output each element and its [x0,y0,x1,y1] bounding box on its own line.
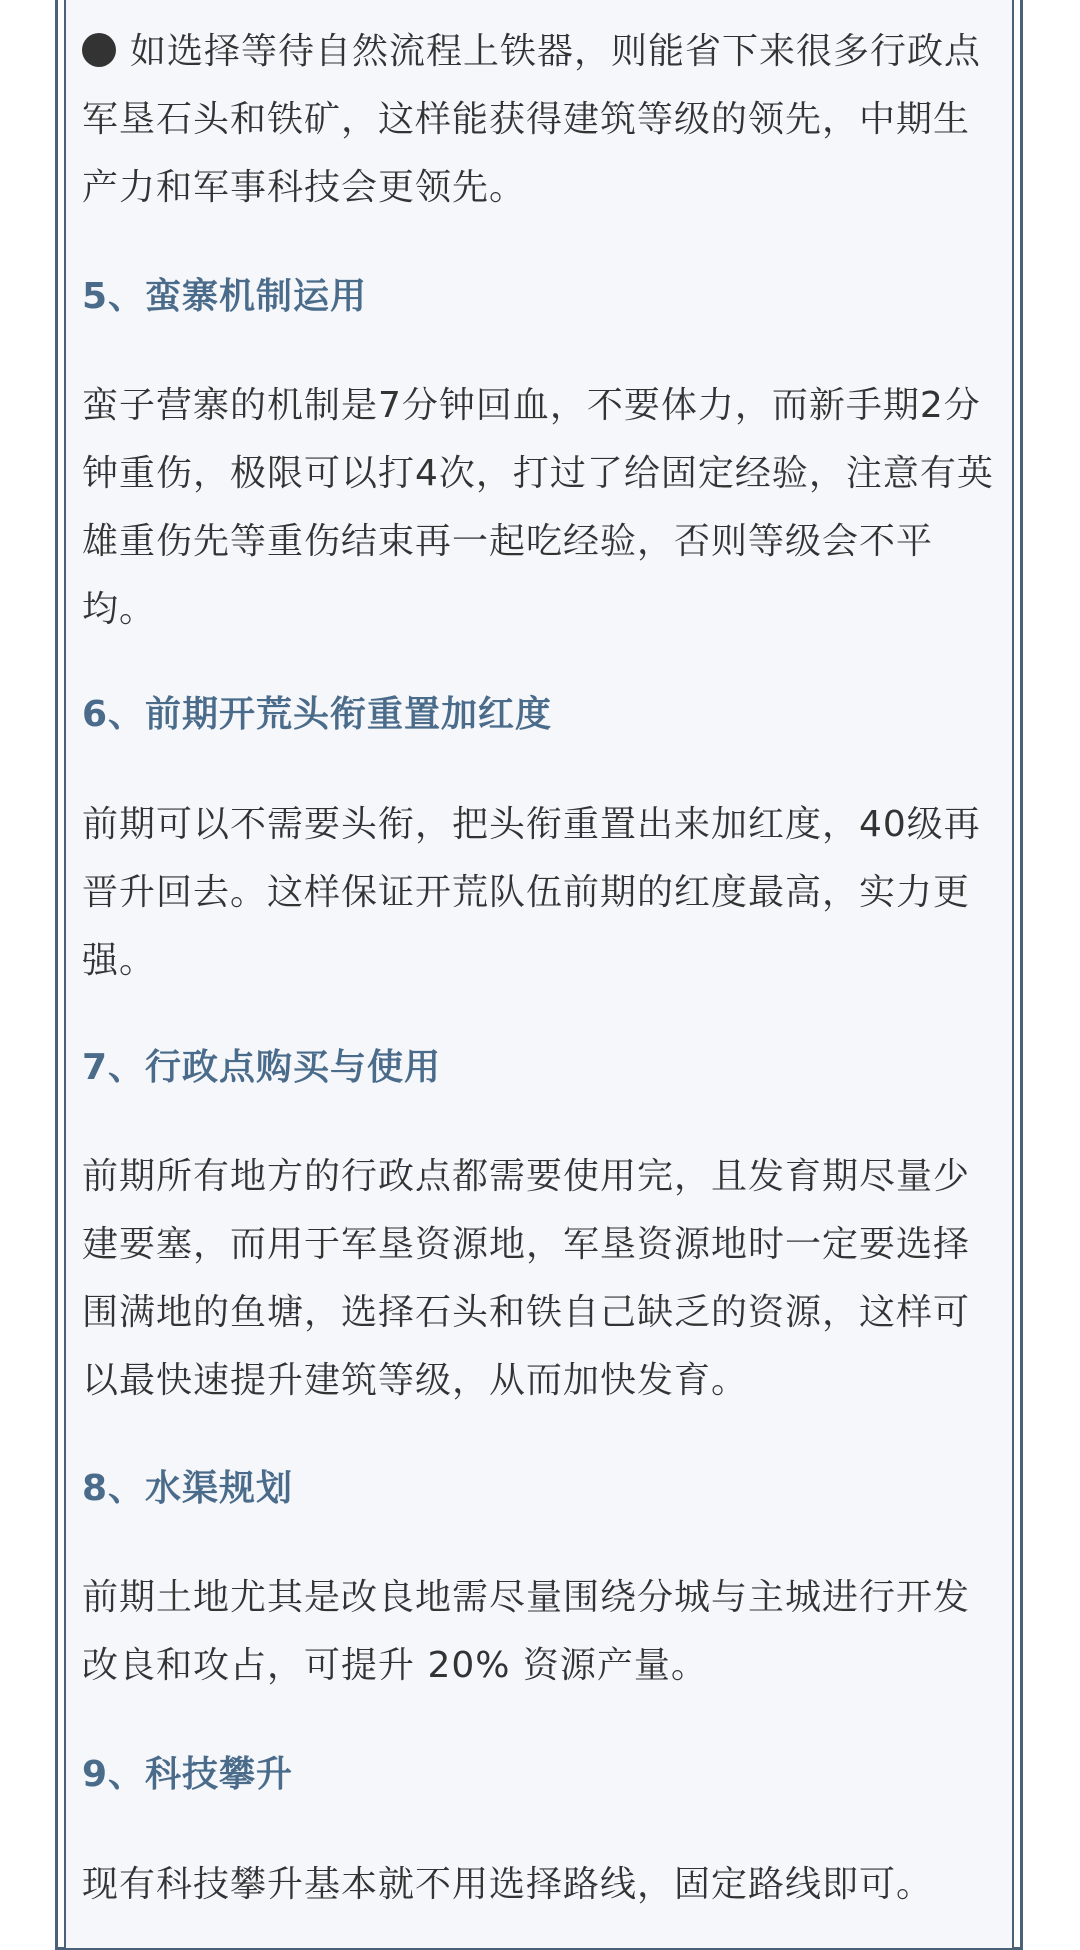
section-body-5: 蛮子营寨的机制是7分钟回血，不要体力，而新手期2分钟重伤，极限可以打4次，打过了给固定经验，注意有英雄重伤先等重伤结束再一起吃经验，否则等级会不平均。 [82,385,994,630]
section-heading-6: 6、前期开荒头衔重置加红度 [82,694,553,735]
section-heading-9: 9、科技攀升 [82,1754,294,1795]
intro-text: 如选择等待自然流程上铁器，则能省下来很多行政点军垦石头和铁矿，这样能获得建筑等级的领先，中期生产力和军事科技会更领先。 [82,31,982,208]
section-heading-5: 5、蛮寨机制运用 [82,276,368,317]
section-body-6: 前期可以不需要头衔，把头衔重置出来加红度，40级再晋升回去。这样保证开荒队伍前期的红度最高，实力更强。 [82,804,981,981]
section-body-7: 前期所有地方的行政点都需要使用完，且发育期尽量少建要塞，而用于军垦资源地，军垦资源地时一定要选择围满地的鱼塘，选择石头和铁自己缺乏的资源，这样可以最快速提升建筑等级，从而加快发育。 [82,1156,971,1401]
section-heading-8: 8、水渠规划 [82,1468,294,1509]
intro-paragraph [82,18,1000,222]
section-heading-7: 7、行政点购买与使用 [82,1047,442,1088]
bullet-icon [82,33,116,67]
section-body-8: 前期土地尤其是改良地需尽量围绕分城与主城进行开发改良和攻占，可提升 20% 资源产量。 [82,1577,971,1686]
section-body-9: 现有科技攀升基本就不用选择路线，固定路线即可。 [82,1864,934,1905]
